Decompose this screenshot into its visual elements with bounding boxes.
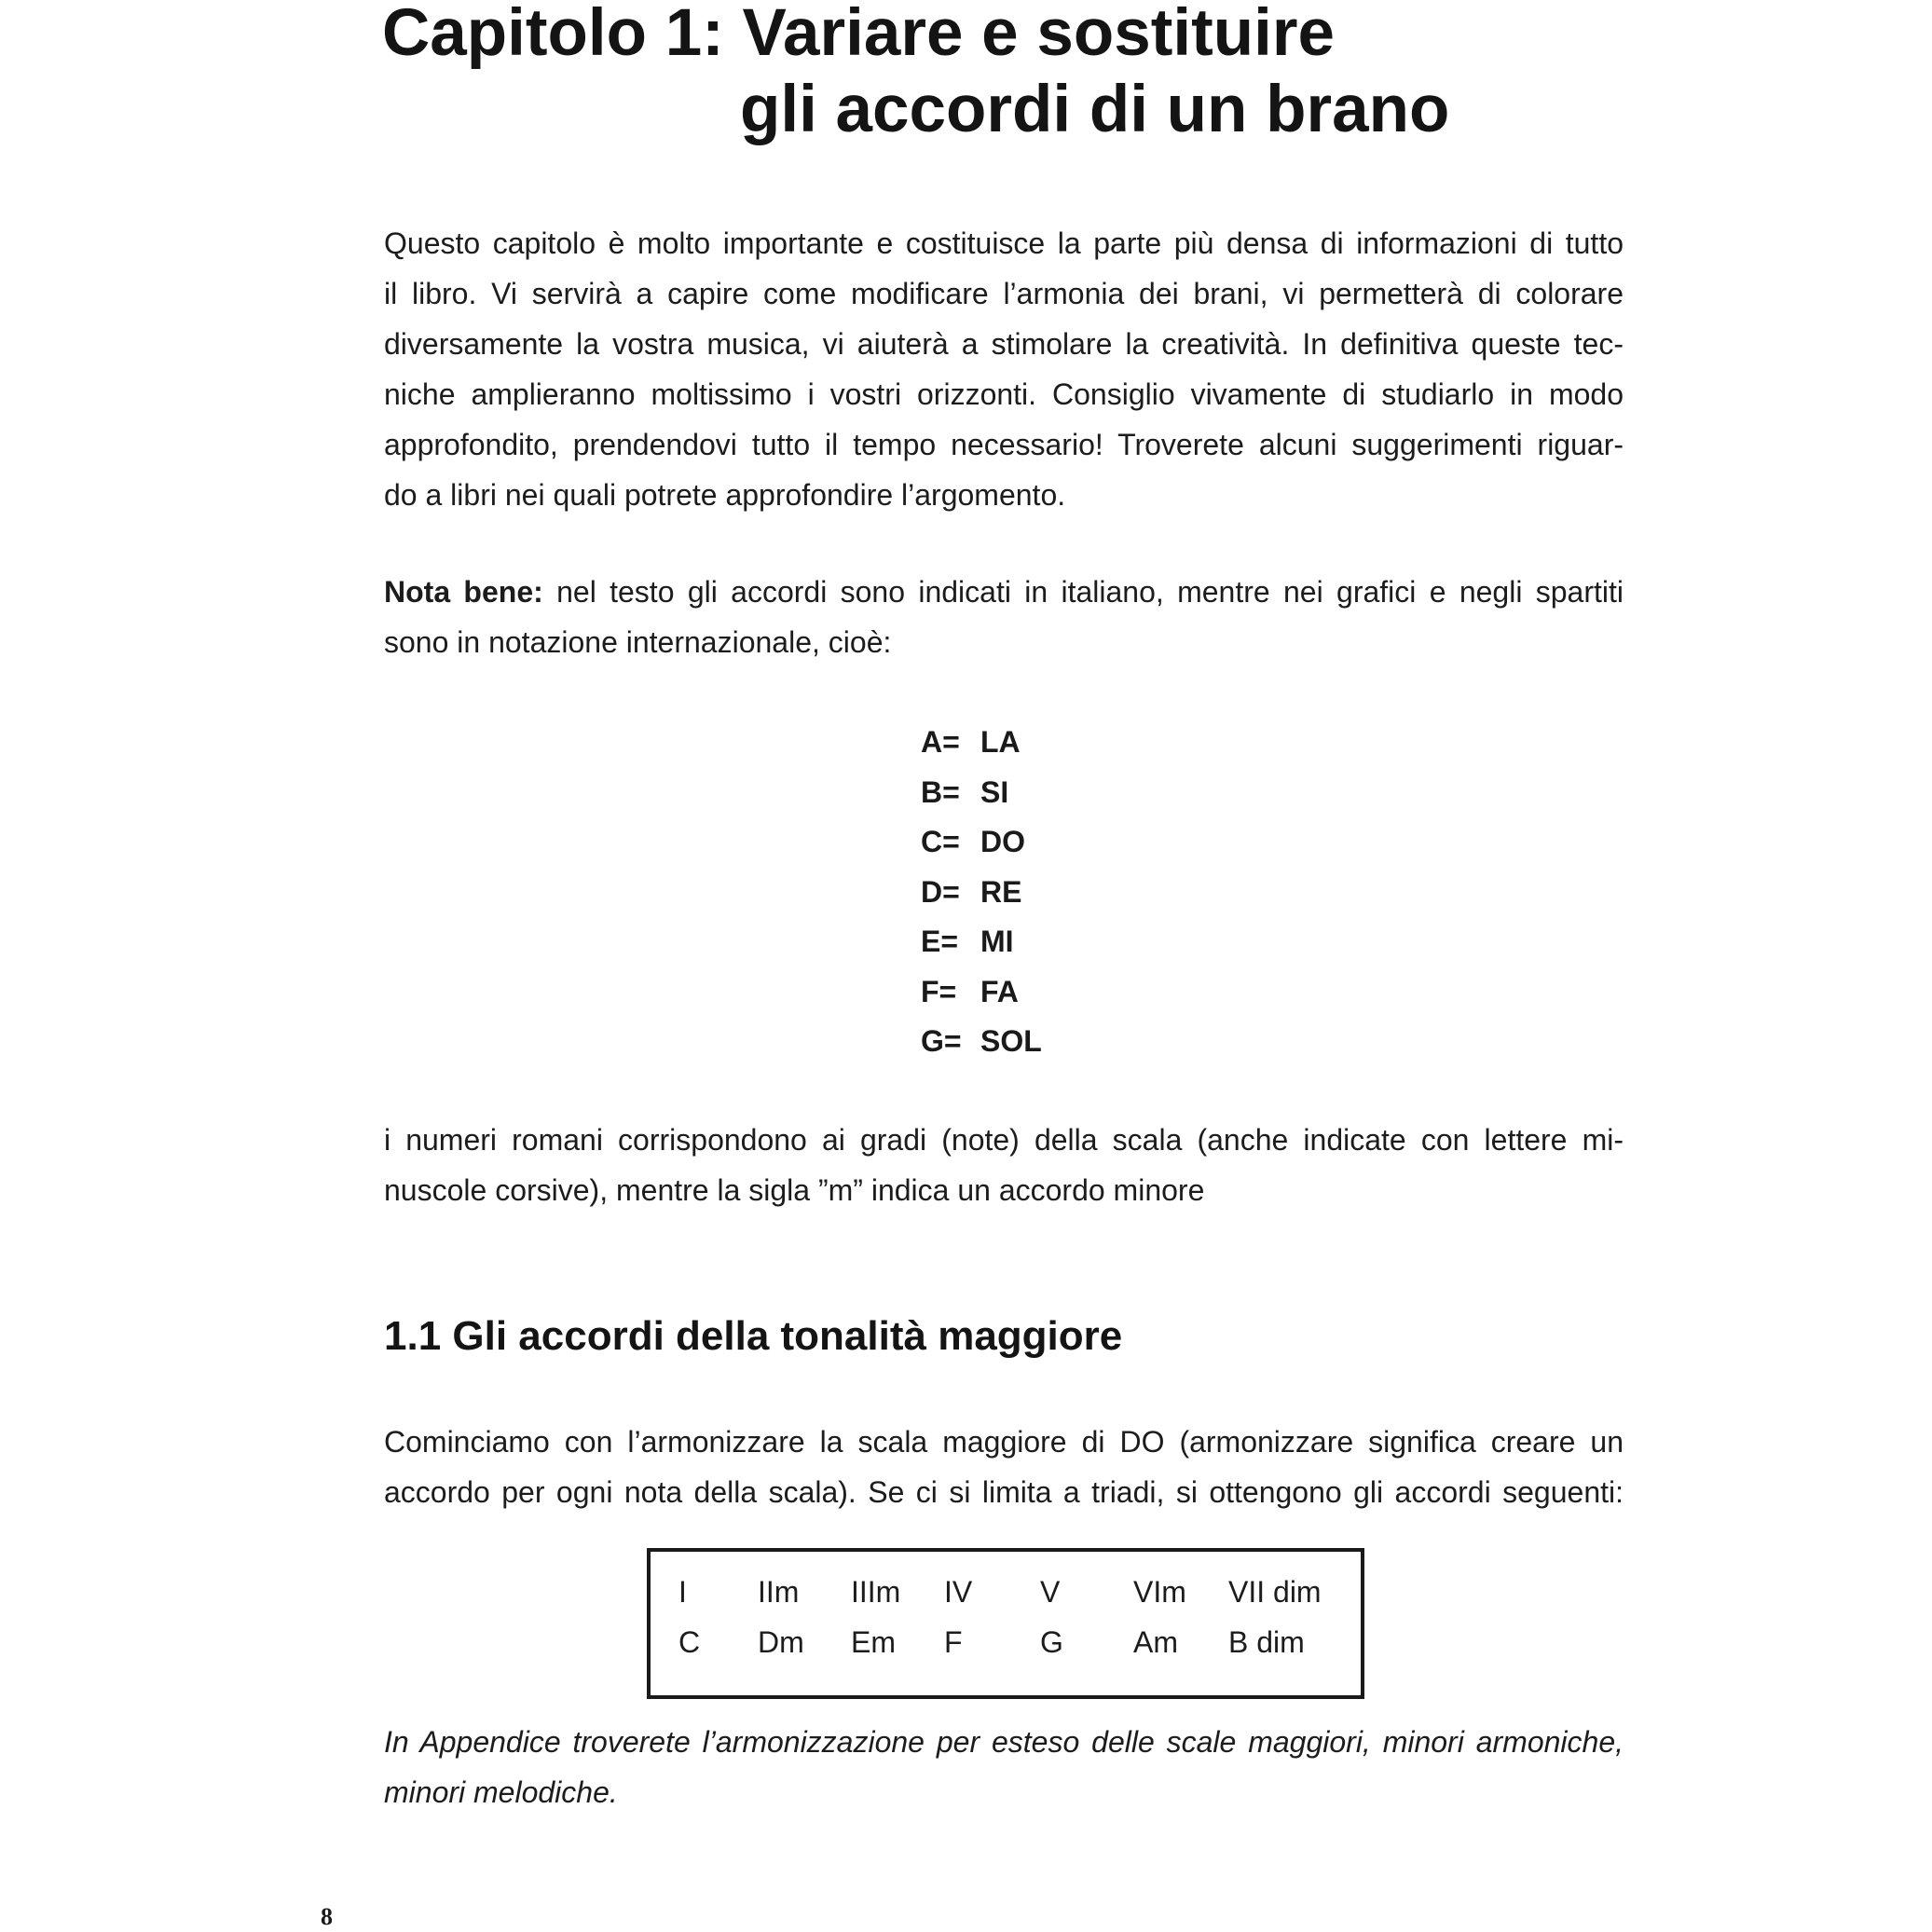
note-map-item: [921, 967, 1042, 1018]
degree-cell: IIIm: [851, 1574, 901, 1609]
intro-line: niche amplieranno moltissimo i vostri orizzonti. Consiglio vivamente di studiarlo in modo: [384, 377, 1624, 411]
intro-paragraph: [384, 218, 1624, 520]
note-map-item: [921, 917, 1042, 967]
note-key: B=: [921, 774, 960, 809]
chapter-title-line-1: Capitolo 1: Variare e sostituire: [382, 0, 1335, 70]
appendix-note-line: minori melodiche.: [384, 1775, 618, 1809]
note-name-list: [921, 718, 1042, 1067]
note-key: G=: [921, 1024, 962, 1058]
chapter-title-line-2: gli accordi di un brano: [740, 73, 1450, 146]
chord-row: [678, 1617, 1340, 1667]
intro-line: approfondito, prendendovi tutto il tempo necessario! Troverete alcuni suggerimenti riguar-: [384, 428, 1624, 461]
section-line: accordo per ogni nota della scala). Se ci si limita a triadi, si ottengono gli accordi seguenti:: [384, 1475, 1624, 1509]
section-line: Cominciamo con l’armonizzare la scala maggiore di DO (armonizzare significa creare un: [384, 1425, 1624, 1459]
chord-cell: Em: [851, 1624, 896, 1659]
note-map-item: [921, 718, 1042, 768]
appendix-note: [384, 1717, 1624, 1817]
section-paragraph: [384, 1417, 1624, 1517]
nota-bene-paragraph: [384, 567, 1624, 667]
note-key: A=: [921, 725, 960, 759]
chord-cell: B dim: [1228, 1624, 1305, 1659]
roman-numerals-paragraph: [384, 1115, 1624, 1215]
intro-line: Questo capitolo è molto importante e costituisce la parte più densa di informazioni di tutto: [384, 226, 1624, 260]
roman-note-line: i numeri romani corrispondono ai gradi (note) della scala (anche indicate con lettere mi-: [384, 1123, 1624, 1157]
degree-cell: VII dim: [1228, 1574, 1322, 1609]
chord-table-box: [647, 1548, 1364, 1699]
chord-cell: Am: [1133, 1624, 1178, 1659]
chord-cell: G: [1040, 1624, 1063, 1659]
note-map-item: [921, 817, 1042, 868]
note-map-item: [921, 1017, 1042, 1067]
note-value: MI: [980, 925, 1014, 958]
degree-cell: I: [678, 1574, 687, 1609]
section-heading: 1.1 Gli accordi della tonalità maggiore: [384, 1313, 1123, 1359]
note-value: RE: [980, 874, 1022, 909]
note-key: D=: [921, 874, 960, 909]
degree-row: [678, 1567, 1340, 1617]
nota-bene-line: [384, 567, 1624, 617]
degree-cell: IV: [944, 1574, 973, 1609]
note-map-item: [921, 768, 1042, 818]
page-number: 8: [321, 1903, 333, 1930]
intro-line: do a libri nei quali potrete approfondire l’argomento.: [384, 478, 1066, 512]
note-key: E=: [921, 925, 959, 958]
appendix-note-line: In Appendice troverete l’armonizzazione per esteso delle scale maggiori, minori armoniche,: [384, 1725, 1624, 1759]
note-key: F=: [921, 974, 957, 1008]
note-value: SOL: [980, 1024, 1042, 1058]
nota-bene-line: sono in notazione internazionale, cioè:: [384, 625, 892, 659]
chord-cell: F: [944, 1624, 963, 1659]
nota-bene-label: Nota bene:: [384, 575, 543, 609]
chord-cell: C: [678, 1624, 701, 1659]
roman-note-line: nuscole corsive), mentre la sigla ”m” indica un accordo minore: [384, 1173, 1205, 1207]
degree-cell: V: [1040, 1574, 1061, 1609]
intro-line: diversamente la vostra musica, vi aiuterà a stimolare la creatività. In definitiva queste tec-: [384, 327, 1624, 361]
chord-cell: Dm: [758, 1624, 804, 1659]
intro-line: il libro. Vi servirà a capire come modificare l’armonia dei brani, vi permetterà di colorare: [384, 277, 1624, 310]
note-value: DO: [980, 825, 1025, 858]
note-value: LA: [980, 725, 1021, 759]
note-value: FA: [980, 974, 1019, 1008]
degree-cell: IIm: [758, 1574, 800, 1609]
note-map-item: [921, 868, 1042, 918]
note-value: SI: [980, 774, 1009, 809]
degree-cell: VIm: [1133, 1574, 1186, 1609]
nota-bene-text: nel testo gli accordi sono indicati in italiano, mentre nei grafici e negli spartiti: [542, 575, 1624, 609]
chord-table: [678, 1567, 1340, 1667]
note-key: C=: [921, 825, 960, 858]
